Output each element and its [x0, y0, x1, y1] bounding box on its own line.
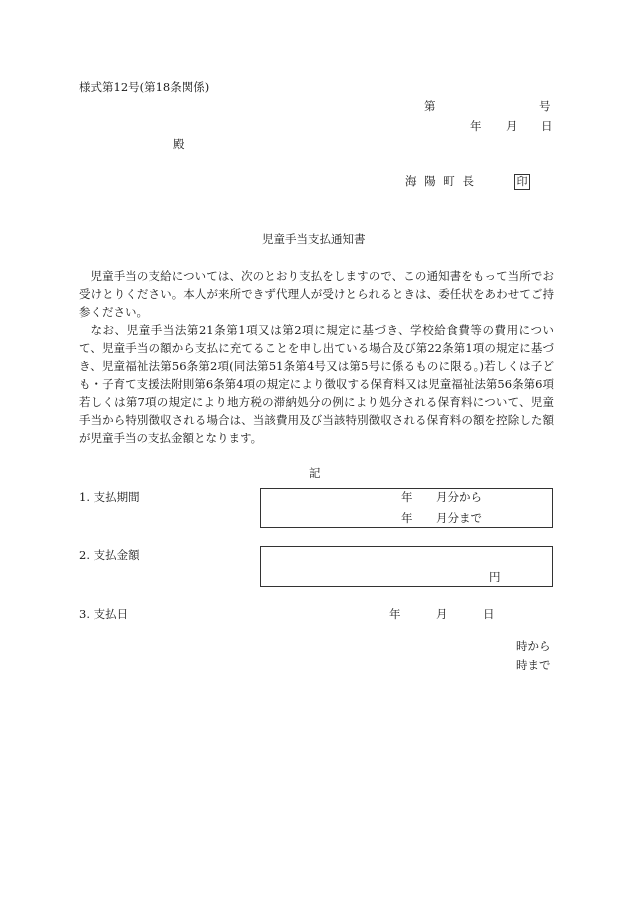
payment-period-label: 1. 支払期間	[79, 490, 140, 504]
body-paragraph-2: なお、児童手当法第21条第1項又は第2項に規定に基づき、学校給食費等の費用について、児童手当の額から支払に充てることを申し出ている場合及び第22条第1項の規定に基づき、児童福祉法第56条第2項(同法第51条第4号又は第5号に係るものに限る。)若しくは子ども・子育て支援法附則第6条第4項の規定により徴収する保育料又は児童福祉法第56条第6項若しくは第7項の規定により地方税の滞納処分の例により処分される保育料について、児童手当から特別徴収される場合は、当該費用及び当該特別徴収される保育料の額を控除した額が児童手当の支払金額となります。	[79, 323, 554, 445]
document-number-prefix: 第	[424, 99, 436, 113]
document-title: 児童手当支払通知書	[262, 232, 366, 246]
time-from: 時から	[516, 639, 551, 653]
document-number-suffix: 号	[539, 99, 551, 113]
payday-month: 月	[436, 607, 448, 621]
period-to-year: 年	[401, 511, 413, 525]
payment-date-label: 3. 支払日	[79, 607, 129, 621]
ki-mark: 記	[309, 466, 321, 480]
time-to: 時まで	[516, 658, 551, 672]
period-from-text: 月分から	[436, 490, 482, 504]
period-to-text: 月分まで	[436, 511, 482, 525]
payday-year: 年	[389, 607, 401, 621]
addressee-honorific: 殿	[173, 137, 185, 151]
date-day: 日	[541, 119, 553, 133]
amount-unit: 円	[489, 570, 501, 584]
issuer-name: 海 陽 町 長	[405, 174, 476, 188]
date-month: 月	[506, 119, 518, 133]
payment-amount-box	[260, 546, 553, 587]
period-from-year: 年	[401, 490, 413, 504]
body-paragraph-1: 児童手当の支給については、次のとおり支払をしますので、この通知書をもって当所でお受けとりください。本人が来所できず代理人が受けとられるときは、委任状をあわせてご持参ください。	[79, 269, 554, 319]
payday-day: 日	[483, 607, 495, 621]
seal-mark: 印	[514, 174, 530, 190]
date-year: 年	[470, 119, 482, 133]
form-number: 様式第12号(第18条関係)	[79, 80, 210, 94]
payment-amount-label: 2. 支払金額	[79, 548, 140, 562]
